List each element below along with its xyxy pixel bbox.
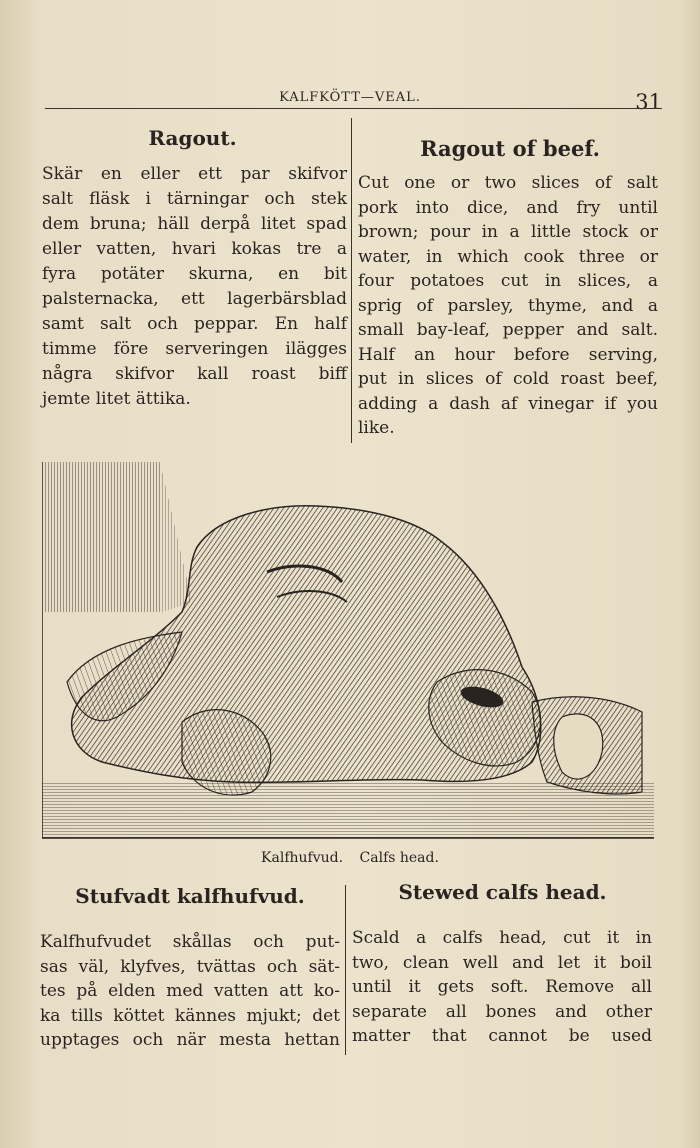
recipe-title-ragout-english: Ragout of beef. [420, 136, 600, 161]
text-line: small bay-leaf, pepper and salt. [358, 320, 658, 340]
text-line: Half an hour before serving, [358, 344, 658, 365]
recipe-title-stewed-head-english: Stewed calfs head. [398, 880, 607, 904]
text-line: four potatoes cut in slices, a [358, 271, 658, 291]
text-line: Scald a calfs head, cut it in [352, 928, 652, 948]
text-line: sprig of parsley, thyme, and a [358, 295, 658, 316]
text-line: tes på elden med vatten att ko- [40, 981, 340, 1001]
text-line: Cut one or two slices of salt [358, 173, 658, 193]
column-divider-bottom [345, 885, 346, 1055]
text-line: pork into dice, and fry until [358, 197, 658, 218]
text-line: brown; pour in a little stock or [358, 222, 658, 242]
text-line: samt salt och peppar. En half [42, 314, 347, 334]
text-line: sas väl, klyfves, tvättas och sät- [40, 956, 340, 977]
text-line: timme före serveringen ilägges [42, 339, 347, 359]
text-line: put in slices of cold roast beef, [358, 369, 658, 389]
text-line: ka tills köttet kännes mjukt; det [40, 1005, 340, 1026]
text-line: palsternacka, ett lagerbärsblad [42, 289, 347, 309]
text-line: Kalfhufvudet skållas och put- [40, 932, 340, 952]
text-line: jemte litet ättika. [42, 389, 191, 409]
calfs-head-engraving [42, 462, 654, 840]
recipe-text-ragout-swedish [42, 162, 347, 412]
text-line: adding a dash af vinegar if you [358, 393, 658, 414]
text-line: några skifvor kall roast biff [42, 364, 347, 384]
text-line: upptages och när mesta hettan [40, 1030, 340, 1050]
text-line: until it gets soft. Remove all [352, 977, 652, 997]
recipe-text-stewed-head-swedish [40, 930, 340, 1053]
text-line: water, in which cook three or [358, 246, 658, 267]
recipe-text-ragout-english [358, 171, 658, 441]
text-line: Skär en eller ett par skifvor [42, 164, 347, 184]
caption-swedish: Kalfhufvud. [261, 850, 344, 866]
page-number: 31 [635, 90, 662, 114]
recipe-title-stewed-head-swedish: Stufvadt kalfhufvud. [75, 884, 305, 908]
text-line: fyra potäter skurna, en bit [42, 264, 347, 284]
caption-english: Calfs head. [359, 850, 439, 866]
text-line: dem bruna; häll derpå litet spad [42, 214, 347, 234]
text-line: like. [358, 418, 395, 438]
column-divider-top [351, 118, 352, 443]
illustration-caption [0, 850, 700, 866]
recipe-title-ragout-swedish: Ragout. [148, 126, 237, 150]
text-line: eller vatten, hvari kokas tre a [42, 239, 347, 259]
text-line: matter that cannot be used [352, 1026, 652, 1046]
text-line: salt fläsk i tärningar och stek [42, 189, 347, 209]
running-head: KALFKÖTT—VEAL. [279, 90, 421, 105]
text-line: separate all bones and other [352, 1001, 652, 1022]
header-rule [45, 108, 662, 109]
recipe-text-stewed-head-english [352, 926, 652, 1049]
text-line: two, clean well and let it boil [352, 952, 652, 973]
